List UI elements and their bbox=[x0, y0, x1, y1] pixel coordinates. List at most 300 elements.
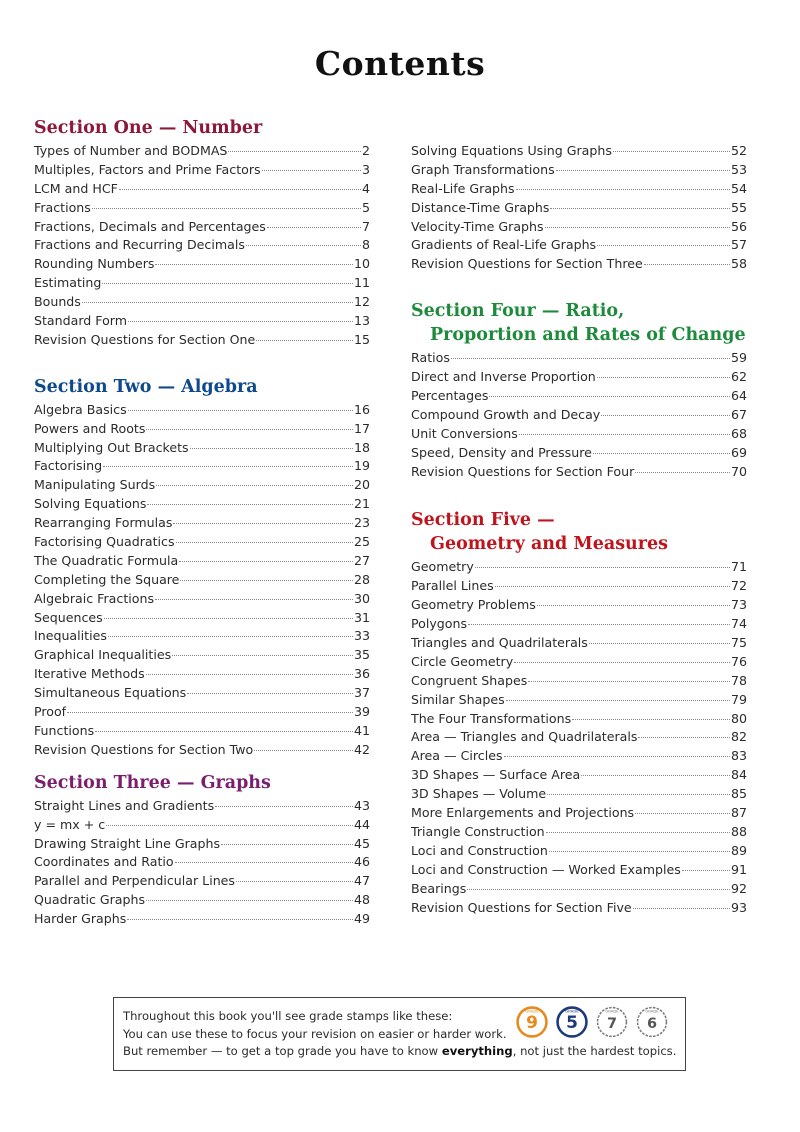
contents-entry[interactable] bbox=[411, 728, 747, 747]
entry-title: Functions bbox=[34, 722, 95, 738]
entry-page-number: 33 bbox=[353, 628, 370, 644]
contents-entry[interactable] bbox=[411, 710, 747, 729]
contents-entry[interactable] bbox=[411, 406, 747, 425]
entry-title: Loci and Construction bbox=[411, 842, 548, 858]
entry-page-number: 36 bbox=[353, 666, 370, 682]
entry-title: Loci and Construction — Worked Examples bbox=[411, 861, 681, 877]
entry-page-number: 27 bbox=[353, 552, 370, 568]
dot-leader bbox=[549, 851, 730, 852]
entry-title: Graphical Inequalities bbox=[34, 647, 172, 663]
dot-leader bbox=[506, 700, 730, 701]
note-line-1: Throughout this book you'll see grade stamps like these: bbox=[123, 1009, 453, 1023]
entry-page-number: 92 bbox=[730, 880, 747, 896]
dot-leader bbox=[262, 170, 361, 171]
entry-page-number: 55 bbox=[730, 199, 747, 215]
grade-stamp-6-icon bbox=[635, 1005, 669, 1039]
entry-title: Fractions and Recurring Decimals bbox=[34, 237, 245, 253]
entry-title: Proof bbox=[34, 704, 67, 720]
dot-leader bbox=[128, 410, 353, 411]
entry-title: Parallel Lines bbox=[411, 578, 494, 594]
contents-column-left bbox=[34, 116, 370, 929]
grade-stamps-note bbox=[113, 997, 686, 1071]
entry-page-number: 88 bbox=[730, 823, 747, 839]
grade-stamp-number: 6 bbox=[646, 1015, 658, 1032]
entry-page-number: 3 bbox=[361, 161, 370, 177]
dot-leader bbox=[179, 561, 353, 562]
entry-page-number: 53 bbox=[730, 161, 747, 177]
dot-leader bbox=[489, 396, 730, 397]
entry-title: Bounds bbox=[34, 294, 81, 310]
section-heading-line-2: Proportion and Rates of Change bbox=[430, 325, 746, 346]
dot-leader bbox=[593, 453, 730, 454]
contents-entry[interactable] bbox=[34, 835, 370, 854]
grade-stamps bbox=[515, 1005, 669, 1039]
dot-leader bbox=[635, 813, 730, 814]
entry-page-number: 82 bbox=[730, 729, 747, 745]
entry-title: More Enlargements and Projections bbox=[411, 805, 635, 821]
contents-entry[interactable] bbox=[34, 816, 370, 835]
dot-leader bbox=[633, 908, 730, 909]
entry-page-number: 43 bbox=[353, 797, 370, 813]
contents-entry[interactable] bbox=[34, 293, 370, 312]
contents-entry[interactable] bbox=[34, 797, 370, 816]
note-line-3 bbox=[123, 1043, 676, 1061]
grade-stamp-label: GRADE bbox=[565, 1008, 579, 1014]
entry-title: Coordinates and Ratio bbox=[34, 854, 174, 870]
entry-title: Similar Shapes bbox=[411, 691, 505, 707]
entry-title: Fractions bbox=[34, 199, 91, 215]
dot-leader bbox=[581, 775, 730, 776]
entry-page-number: 87 bbox=[730, 805, 747, 821]
dot-leader bbox=[556, 170, 730, 171]
section-heading-line-1: Section Four — Ratio, bbox=[411, 301, 625, 322]
dot-leader bbox=[267, 227, 361, 228]
dot-leader bbox=[156, 485, 353, 486]
contents-entry[interactable] bbox=[34, 571, 370, 590]
entry-title: 3D Shapes — Volume bbox=[411, 786, 547, 802]
entry-title: Types of Number and BODMAS bbox=[34, 143, 228, 158]
entry-title: Simultaneous Equations bbox=[34, 685, 187, 701]
entry-page-number: 62 bbox=[730, 369, 747, 385]
contents-entry[interactable] bbox=[34, 439, 370, 458]
entry-title: Unit Conversions bbox=[411, 425, 518, 441]
dot-leader bbox=[597, 377, 730, 378]
entry-page-number: 76 bbox=[730, 653, 747, 669]
entry-page-number: 41 bbox=[353, 722, 370, 738]
contents-entry[interactable] bbox=[34, 533, 370, 552]
dot-leader bbox=[146, 900, 353, 901]
contents-entry[interactable] bbox=[34, 609, 370, 628]
grade-stamp-7-icon bbox=[595, 1005, 629, 1039]
entry-title: Algebraic Fractions bbox=[34, 590, 155, 606]
entry-title: Estimating bbox=[34, 275, 102, 291]
entry-title: Multiplying Out Brackets bbox=[34, 439, 189, 455]
dot-leader bbox=[545, 227, 730, 228]
grade-stamp-label: GRADE bbox=[645, 1008, 659, 1014]
contents-entry[interactable] bbox=[34, 872, 370, 891]
dot-leader bbox=[537, 605, 730, 606]
entry-page-number: 25 bbox=[353, 534, 370, 550]
contents-entry[interactable] bbox=[411, 691, 747, 710]
entry-page-number: 78 bbox=[730, 672, 747, 688]
entry-title: Completing the Square bbox=[34, 571, 180, 587]
entry-page-number: 58 bbox=[730, 256, 747, 272]
entry-title: Factorising Quadratics bbox=[34, 534, 175, 550]
contents-entry[interactable] bbox=[411, 672, 747, 691]
contents-entry[interactable] bbox=[411, 766, 747, 785]
entry-page-number: 37 bbox=[353, 685, 370, 701]
entry-title: Congruent Shapes bbox=[411, 672, 528, 688]
entry-title: Revision Questions for Section One bbox=[34, 331, 256, 347]
entry-page-number: 75 bbox=[730, 635, 747, 651]
entry-title: Area — Triangles and Quadrilaterals bbox=[411, 729, 638, 745]
dot-leader bbox=[172, 655, 353, 656]
contents-entry[interactable] bbox=[34, 312, 370, 331]
entry-title: Percentages bbox=[411, 388, 489, 404]
contents-entry[interactable] bbox=[411, 142, 747, 161]
entry-title: Revision Questions for Section Four bbox=[411, 463, 635, 479]
entry-page-number: 28 bbox=[353, 571, 370, 587]
dot-leader bbox=[176, 542, 353, 543]
entry-title: Sequences bbox=[34, 609, 103, 625]
entry-title: LCM and HCF bbox=[34, 180, 118, 196]
entry-title: Multiples, Factors and Prime Factors bbox=[34, 161, 261, 177]
entry-title: Inequalities bbox=[34, 628, 107, 644]
contents-entry[interactable] bbox=[411, 804, 747, 823]
entry-page-number: 73 bbox=[730, 597, 747, 613]
grade-stamp-9-icon bbox=[515, 1005, 549, 1039]
contents-entry[interactable] bbox=[411, 899, 747, 918]
dot-leader bbox=[528, 681, 730, 682]
entry-page-number: 39 bbox=[353, 704, 370, 720]
dot-leader bbox=[67, 712, 353, 713]
contents-entry[interactable] bbox=[34, 646, 370, 665]
entry-title: Powers and Roots bbox=[34, 420, 146, 436]
contents-entry[interactable] bbox=[411, 255, 747, 274]
dot-leader bbox=[190, 448, 353, 449]
entry-title: Harder Graphs bbox=[34, 911, 127, 927]
dot-leader bbox=[128, 321, 353, 322]
contents-entry[interactable] bbox=[34, 552, 370, 571]
dot-leader bbox=[504, 756, 730, 757]
entry-page-number: 16 bbox=[353, 401, 370, 417]
entry-page-number: 91 bbox=[730, 861, 747, 877]
entry-title: Bearings bbox=[411, 880, 467, 896]
section-heading-line-1: Section One — Number bbox=[34, 118, 263, 138]
contents-entry[interactable] bbox=[411, 368, 747, 387]
contents-entry[interactable] bbox=[34, 722, 370, 741]
dot-leader bbox=[589, 643, 730, 644]
entry-title: Standard Form bbox=[34, 313, 128, 329]
contents-entry[interactable] bbox=[34, 457, 370, 476]
entry-title: Triangles and Quadrilaterals bbox=[411, 635, 588, 651]
entry-title: Fractions, Decimals and Percentages bbox=[34, 218, 266, 234]
entry-page-number: 67 bbox=[730, 406, 747, 422]
entry-page-number: 5 bbox=[361, 199, 370, 215]
entry-title: 3D Shapes — Surface Area bbox=[411, 767, 581, 783]
dot-leader bbox=[82, 302, 353, 303]
contents-entry[interactable] bbox=[34, 910, 370, 929]
entry-page-number: 47 bbox=[353, 873, 370, 889]
dot-leader bbox=[95, 731, 353, 732]
entry-page-number: 70 bbox=[730, 463, 747, 479]
entry-page-number: 45 bbox=[353, 835, 370, 851]
contents-entry[interactable] bbox=[411, 218, 747, 237]
entry-page-number: 85 bbox=[730, 786, 747, 802]
entry-page-number: 74 bbox=[730, 616, 747, 632]
entry-page-number: 8 bbox=[361, 237, 370, 253]
entry-page-number: 71 bbox=[730, 559, 747, 575]
contents-entry[interactable] bbox=[34, 199, 370, 218]
entry-title: Rearranging Formulas bbox=[34, 515, 173, 531]
entry-page-number: 4 bbox=[361, 180, 370, 196]
contents-entry[interactable] bbox=[34, 703, 370, 722]
contents-entry[interactable] bbox=[34, 331, 370, 350]
contents-entry[interactable] bbox=[34, 665, 370, 684]
entry-page-number: 57 bbox=[730, 237, 747, 253]
contents-entry[interactable] bbox=[411, 577, 747, 596]
entry-title: Solving Equations Using Graphs bbox=[411, 143, 612, 158]
contents-entry[interactable] bbox=[34, 420, 370, 439]
dot-leader bbox=[546, 832, 730, 833]
contents-entry[interactable] bbox=[411, 558, 747, 577]
entry-page-number: 80 bbox=[730, 710, 747, 726]
dot-leader bbox=[155, 264, 352, 265]
entry-page-number: 42 bbox=[353, 741, 370, 757]
grade-stamp-label: GRADE bbox=[525, 1008, 539, 1014]
contents-entry[interactable] bbox=[34, 891, 370, 910]
entry-page-number: 15 bbox=[353, 331, 370, 347]
note-line-2: You can use these to focus your revision on easier or harder work. bbox=[123, 1026, 507, 1041]
page-title: Contents bbox=[314, 44, 486, 83]
entry-title: Triangle Construction bbox=[411, 823, 545, 839]
entry-page-number: 56 bbox=[730, 218, 747, 234]
entry-title: Algebra Basics bbox=[34, 401, 127, 417]
entry-title: Straight Lines and Gradients bbox=[34, 797, 215, 813]
grade-stamp-number: 9 bbox=[526, 1012, 538, 1033]
contents-entry[interactable] bbox=[411, 653, 747, 672]
note-emphasis: everything bbox=[441, 1044, 513, 1058]
dot-leader bbox=[102, 283, 353, 284]
entry-page-number: 13 bbox=[353, 313, 370, 329]
entry-page-number: 44 bbox=[353, 816, 370, 832]
dot-leader bbox=[550, 208, 729, 209]
entry-title: Geometry bbox=[411, 559, 474, 575]
entry-title: Velocity-Time Graphs bbox=[411, 218, 544, 234]
dot-leader bbox=[108, 636, 353, 637]
entry-title: Factorising bbox=[34, 458, 103, 474]
section-heading-line-1: Section Two — Algebra bbox=[34, 376, 258, 397]
entry-page-number: 59 bbox=[730, 350, 747, 366]
contents-entry[interactable] bbox=[34, 741, 370, 760]
contents-entry[interactable] bbox=[411, 180, 747, 199]
entry-title: Solving Equations bbox=[34, 496, 147, 512]
entry-page-number: 69 bbox=[730, 444, 747, 460]
section-heading-line-2: Geometry and Measures bbox=[430, 534, 668, 555]
dot-leader bbox=[613, 151, 730, 152]
contents-entry[interactable] bbox=[411, 785, 747, 804]
entry-title: Parallel and Perpendicular Lines bbox=[34, 873, 235, 889]
entry-title: The Four Transformations bbox=[411, 710, 572, 726]
dot-leader bbox=[92, 208, 361, 209]
dot-leader bbox=[147, 504, 353, 505]
entry-page-number: 21 bbox=[353, 496, 370, 512]
dot-leader bbox=[467, 889, 730, 890]
entry-title: Gradients of Real-Life Graphs bbox=[411, 237, 597, 253]
contents-entry[interactable] bbox=[34, 401, 370, 420]
entry-title: Iterative Methods bbox=[34, 666, 145, 682]
entry-page-number: 48 bbox=[353, 892, 370, 908]
dot-leader bbox=[638, 737, 730, 738]
entry-page-number: 12 bbox=[353, 294, 370, 310]
contents-entry[interactable] bbox=[411, 236, 747, 255]
entry-page-number: 72 bbox=[730, 578, 747, 594]
entry-title: Drawing Straight Line Graphs bbox=[34, 835, 221, 851]
entry-page-number: 35 bbox=[353, 647, 370, 663]
contents-entry[interactable] bbox=[411, 747, 747, 766]
entry-page-number: 89 bbox=[730, 842, 747, 858]
entry-page-number: 46 bbox=[353, 854, 370, 870]
grade-stamp-number: 5 bbox=[566, 1012, 578, 1033]
dot-leader bbox=[127, 919, 353, 920]
note-line-3-start: But remember — to get a top grade you have to know bbox=[123, 1044, 442, 1058]
entry-title: Ratios bbox=[411, 350, 450, 366]
entry-title: Area — Circles bbox=[411, 748, 503, 764]
section-heading-ratio bbox=[411, 299, 747, 347]
dot-leader bbox=[682, 870, 730, 871]
contents-entry[interactable] bbox=[34, 218, 370, 237]
dot-leader bbox=[597, 245, 730, 246]
entry-page-number: 19 bbox=[353, 458, 370, 474]
dot-leader bbox=[601, 415, 730, 416]
contents-entry[interactable] bbox=[411, 349, 747, 368]
entry-page-number: 18 bbox=[353, 439, 370, 455]
contents-column-right bbox=[411, 142, 747, 917]
entry-title: Circle Geometry bbox=[411, 653, 514, 669]
contents-entry[interactable] bbox=[411, 425, 747, 444]
grade-stamp-5-icon bbox=[555, 1005, 589, 1039]
contents-entry[interactable] bbox=[34, 255, 370, 274]
contents-entry[interactable] bbox=[411, 463, 747, 482]
entry-page-number: 49 bbox=[353, 911, 370, 927]
entry-title: Revision Questions for Section Three bbox=[411, 256, 643, 272]
grade-stamp-number: 7 bbox=[606, 1015, 618, 1032]
dot-leader bbox=[173, 523, 353, 524]
contents-entry[interactable] bbox=[411, 161, 747, 180]
contents-entry[interactable] bbox=[34, 180, 370, 199]
contents-entry[interactable] bbox=[411, 634, 747, 653]
contents-entry[interactable] bbox=[34, 627, 370, 646]
contents-entry[interactable] bbox=[411, 199, 747, 218]
contents-entry[interactable] bbox=[411, 823, 747, 842]
dot-leader bbox=[187, 693, 353, 694]
entry-title: Graph Transformations bbox=[411, 161, 555, 177]
contents-entry[interactable] bbox=[34, 495, 370, 514]
dot-leader bbox=[519, 434, 730, 435]
dot-leader bbox=[246, 245, 361, 246]
dot-leader bbox=[146, 674, 353, 675]
grade-stamp-label: GRADE bbox=[605, 1008, 619, 1014]
dot-leader bbox=[215, 806, 353, 807]
dot-leader bbox=[451, 358, 730, 359]
contents-entry[interactable] bbox=[34, 514, 370, 533]
dot-leader bbox=[635, 472, 730, 473]
entry-title: Geometry Problems bbox=[411, 597, 536, 613]
contents-entry[interactable] bbox=[34, 236, 370, 255]
contents-entry[interactable] bbox=[411, 387, 747, 406]
contents-entry[interactable] bbox=[34, 274, 370, 293]
dot-leader bbox=[104, 618, 353, 619]
entry-page-number: 64 bbox=[730, 388, 747, 404]
entry-page-number: 31 bbox=[353, 609, 370, 625]
entry-page-number: 84 bbox=[730, 767, 747, 783]
dot-leader bbox=[468, 624, 730, 625]
entry-page-number: 7 bbox=[361, 218, 370, 234]
dot-leader bbox=[514, 662, 730, 663]
section-heading-graphs bbox=[34, 771, 370, 795]
dot-leader bbox=[254, 750, 353, 751]
entry-title: Distance-Time Graphs bbox=[411, 199, 550, 215]
contents-entry[interactable] bbox=[411, 880, 747, 899]
section-heading-algebra bbox=[34, 375, 370, 399]
entry-page-number: 2 bbox=[361, 143, 370, 158]
dot-leader bbox=[516, 189, 730, 190]
contents-entry[interactable] bbox=[411, 842, 747, 861]
contents-entry[interactable] bbox=[411, 596, 747, 615]
section-heading-geometry bbox=[411, 508, 747, 556]
entry-title: Direct and Inverse Proportion bbox=[411, 369, 596, 385]
dot-leader bbox=[119, 189, 361, 190]
entry-title: Polygons bbox=[411, 616, 468, 632]
entry-page-number: 79 bbox=[730, 691, 747, 707]
entry-title: The Quadratic Formula bbox=[34, 552, 179, 568]
entry-title: Revision Questions for Section Two bbox=[34, 741, 254, 757]
entry-page-number: 20 bbox=[353, 477, 370, 493]
contents-entry[interactable] bbox=[34, 161, 370, 180]
entry-title: Manipulating Surds bbox=[34, 477, 156, 493]
section-heading-line-1: Section Three — Graphs bbox=[34, 772, 271, 793]
dot-leader bbox=[475, 567, 730, 568]
entry-title: Quadratic Graphs bbox=[34, 892, 146, 908]
dot-leader bbox=[106, 825, 353, 826]
entry-page-number: 11 bbox=[353, 275, 370, 291]
dot-leader bbox=[572, 719, 730, 720]
dot-leader bbox=[155, 599, 353, 600]
entry-page-number: 68 bbox=[730, 425, 747, 441]
entry-title: Compound Growth and Decay bbox=[411, 406, 601, 422]
contents-entry[interactable] bbox=[411, 615, 747, 634]
dot-leader bbox=[103, 466, 353, 467]
entry-title: Revision Questions for Section Five bbox=[411, 899, 632, 915]
section-heading-number bbox=[34, 116, 370, 140]
contents-entry[interactable] bbox=[411, 444, 747, 463]
contents-entry[interactable] bbox=[34, 684, 370, 703]
entry-page-number: 30 bbox=[353, 590, 370, 606]
contents-entry[interactable] bbox=[411, 861, 747, 880]
contents-entry[interactable] bbox=[34, 853, 370, 872]
dot-leader bbox=[175, 862, 353, 863]
contents-entry[interactable] bbox=[34, 476, 370, 495]
entry-page-number: 52 bbox=[730, 143, 747, 158]
dot-leader bbox=[228, 151, 361, 152]
entry-title: Speed, Density and Pressure bbox=[411, 444, 592, 460]
entry-page-number: 23 bbox=[353, 515, 370, 531]
dot-leader bbox=[495, 586, 730, 587]
note-line-3-end: , not just the hardest topics. bbox=[512, 1044, 677, 1058]
contents-entry[interactable] bbox=[34, 142, 370, 161]
entry-page-number: 83 bbox=[730, 748, 747, 764]
contents-entry[interactable] bbox=[34, 590, 370, 609]
